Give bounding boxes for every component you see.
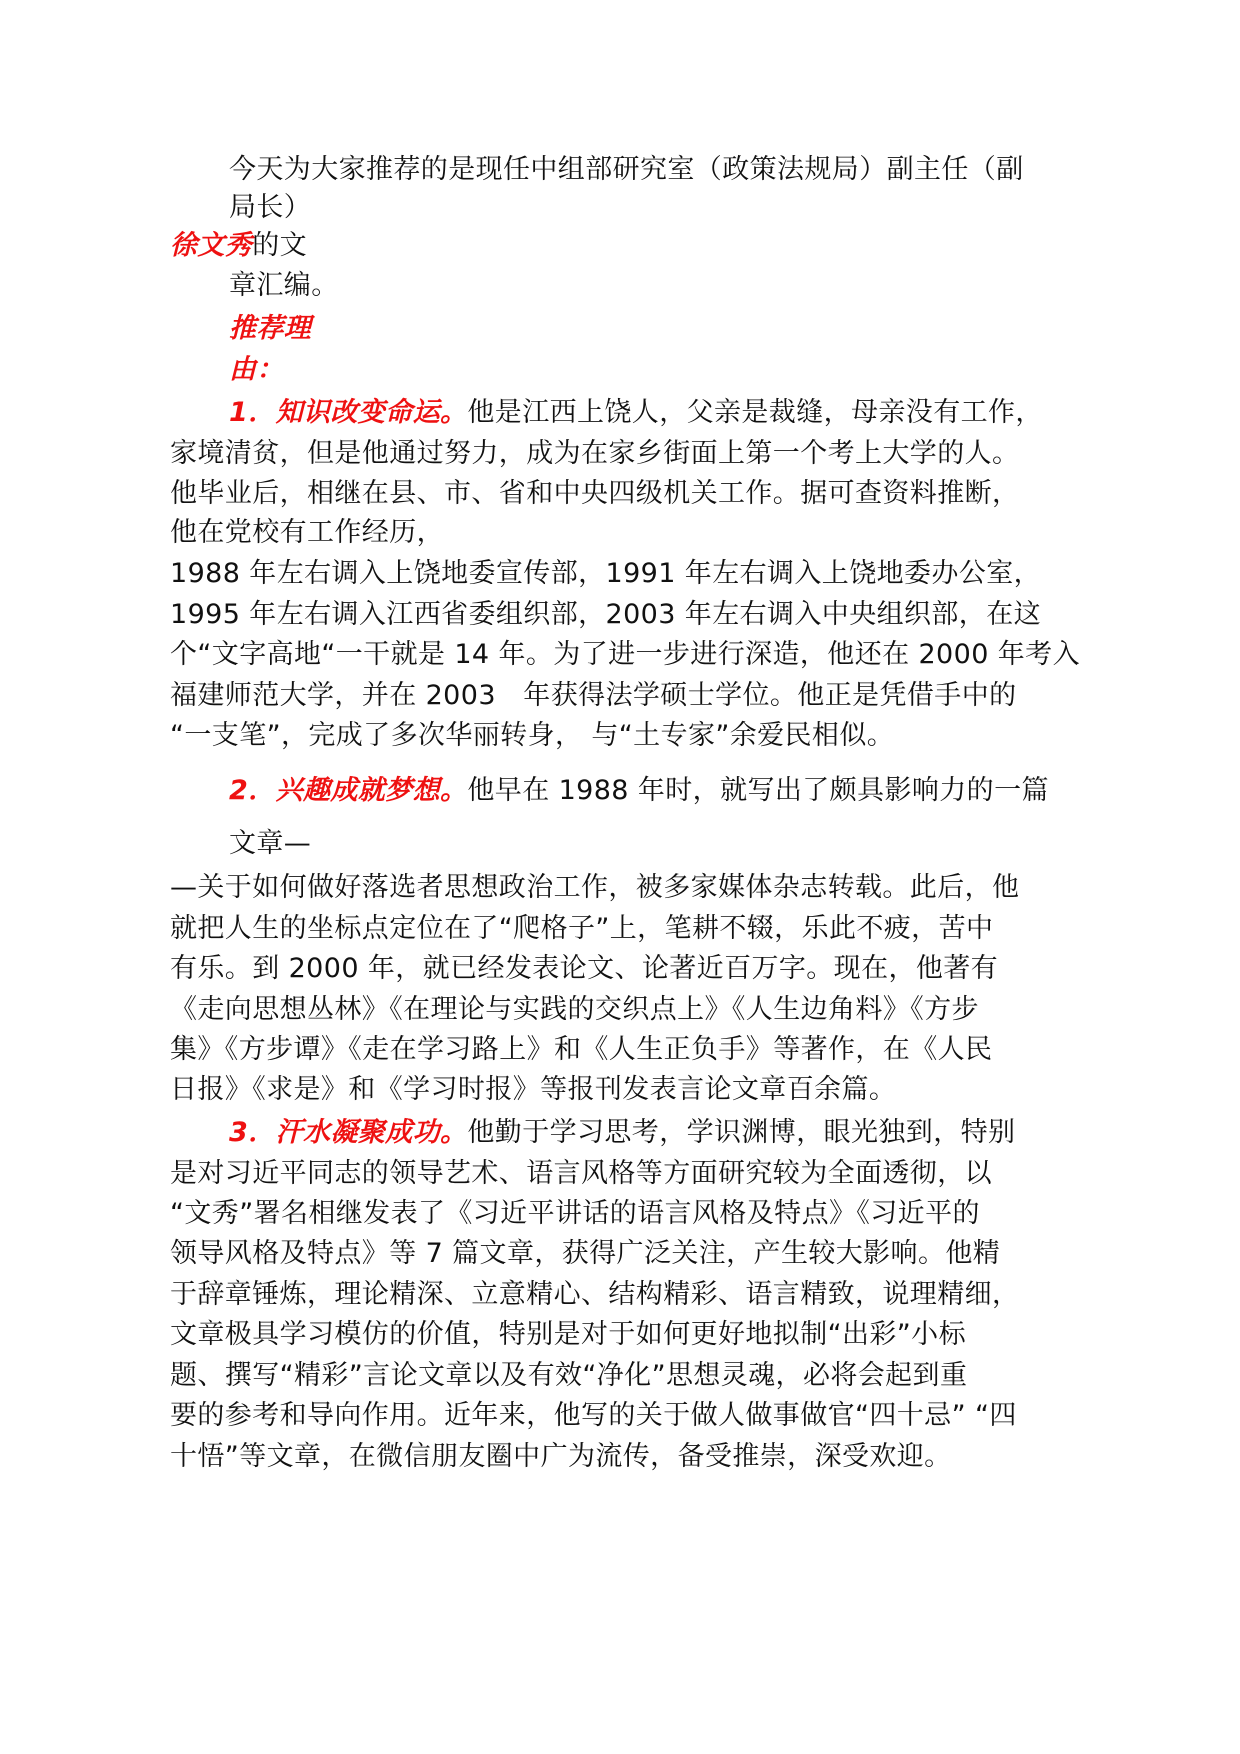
intro-line-3: [170, 228, 307, 264]
p3-line-3: “文秀”署名相继发表了《习近平讲话的语言风格及特点》《习近平的: [170, 1198, 980, 1229]
p2-heading: 2．兴趣成就梦想。: [229, 775, 468, 806]
p2-line-1: [229, 773, 1049, 809]
p3-line-6: 文章极具学习模仿的价值，特别是对于如何更好地拟制“出彩”小标: [170, 1319, 966, 1350]
p3-line-8: 要的参考和导向作用。近年来，他写的关于做人做事做官“四十忌” “四: [170, 1400, 1017, 1431]
p2-line-3: —关于如何做好落选者思想政治工作，被多家媒体杂志转载。此后，他: [170, 872, 1020, 903]
p3-line-2: 是对习近平同志的领导艺术、语言风格等方面研究较为全面透彻，以: [170, 1158, 992, 1189]
reason-heading-line-2: 由：: [229, 354, 284, 385]
p2-line-4: 就把人生的坐标点定位在了“爬格子”上，笔耕不辍，乐此不疲，苦中: [170, 913, 994, 944]
p3-line-5: 于辞章锤炼，理论精深、立意精心、结构精彩、语言精致，说理精细，: [170, 1279, 1020, 1310]
intro-line-4: 章汇编。: [229, 270, 339, 301]
p1-line-7: 个“文字高地“一干就是 14 年。为了进一步进行深造，他还在 2000 年考入: [170, 639, 1080, 670]
p3-line-4: 领导风格及特点》等 7 篇文章，获得广泛关注，产生较大影响。他精: [170, 1238, 1001, 1269]
p1-line-1: [229, 395, 1043, 431]
p1-line-8: 福建师范大学，并在 2003 年获得法学硕士学位。他正是凭借手中的: [170, 680, 1017, 711]
p2-line-5: 有乐。到 2000 年，就已经发表论文、论著近百万字。现在，他著有: [170, 953, 999, 984]
intro-line-3-rest: 的文: [252, 230, 308, 261]
p2-line-6: 《走向思想丛林》《在理论与实践的交织点上》《人生边角料》《方步: [170, 994, 979, 1025]
p2-line-7: 集》《方步谭》《走在学习路上》和《人生正负手》等著作，在《人民: [170, 1034, 993, 1065]
intro-line-1: 今天为大家推荐的是现任中组部研究室（政策法规局）副主任（副: [229, 154, 1024, 185]
intro-line-2: 局长）: [229, 192, 312, 223]
p2-line-8: 日报》《求是》和《学习时报》等报刊发表言论文章百余篇。: [170, 1074, 897, 1105]
p1-line-5: 1988 年左右调入上饶地委宣传部，1991 年左右调入上饶地委办公室，: [170, 558, 1041, 589]
p3-line-1: [229, 1115, 1015, 1151]
p1-heading: 1．知识改变命运。: [229, 397, 468, 428]
p3-line-9: 十悟”等文章，在微信朋友圈中广为流传，备受推崇，深受欢迎。: [170, 1441, 952, 1472]
p1-line-9: “一支笔”，完成了多次华丽转身， 与“土专家”余爱民相似。: [170, 720, 895, 751]
author-name: 徐文秀: [170, 230, 253, 261]
p1-line-1-rest: 他是江西上饶人，父亲是裁缝，母亲没有工作，: [467, 397, 1043, 428]
p3-line-7: 题、撰写“精彩”言论文章以及有效“净化”思想灵魂，必将会起到重: [170, 1360, 968, 1391]
reason-heading-line-1: 推荐理: [229, 313, 312, 344]
p3-line-1-rest: 他勤于学习思考，学识渊博，眼光独到，特别: [467, 1117, 1016, 1148]
p2-line-2: 文章—: [229, 828, 312, 859]
p1-line-4: 他在党校有工作经历，: [170, 517, 444, 548]
p1-line-2: 家境清贫，但是他通过努力，成为在家乡街面上第一个考上大学的人。: [170, 438, 1020, 469]
p1-line-3: 他毕业后，相继在县、市、省和中央四级机关工作。据可查资料推断，: [170, 478, 1020, 509]
p3-heading: 3．汗水凝聚成功。: [229, 1117, 468, 1148]
p2-line-1-rest: 他早在 1988 年时，就写出了颇具影响力的一篇: [467, 775, 1049, 806]
p1-line-6: 1995 年左右调入江西省委组织部，2003 年左右调入中央组织部，在这: [170, 599, 1041, 630]
